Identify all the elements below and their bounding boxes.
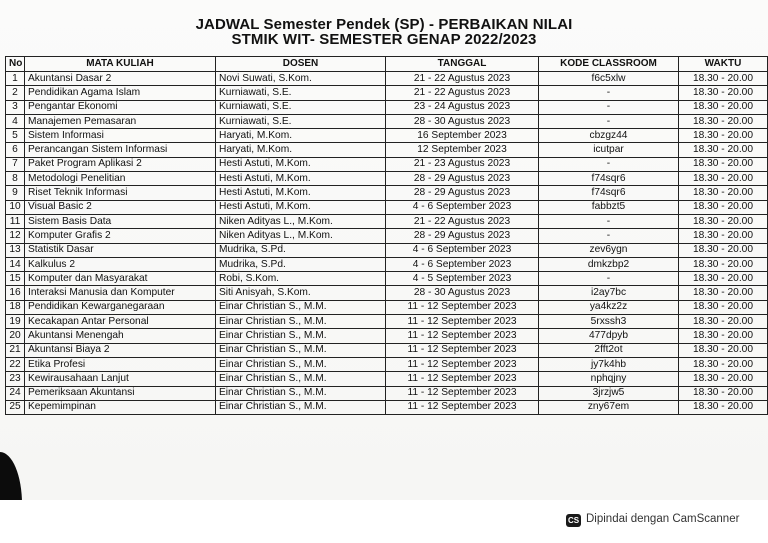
- cell-course: Kecakapan Antar Personal: [25, 315, 216, 329]
- cell-course: Statistik Dasar: [25, 243, 216, 257]
- cell-classroom-code: -: [539, 114, 679, 128]
- cell-no: 23: [6, 372, 25, 386]
- cell-course: Sistem Informasi: [25, 129, 216, 143]
- cell-lecturer: Einar Christian S., M.M.: [216, 357, 386, 371]
- document-title: JADWAL Semester Pendek (SP) - PERBAIKAN NILAI: [195, 16, 573, 33]
- cell-date: 4 - 5 September 2023: [386, 272, 539, 286]
- header-classroom-code: KODE CLASSROOM: [539, 57, 679, 72]
- cell-time: 18.30 - 20.00: [679, 86, 768, 100]
- cell-no: 24: [6, 386, 25, 400]
- cell-no: 19: [6, 315, 25, 329]
- cell-classroom-code: 5rxssh3: [539, 315, 679, 329]
- cell-classroom-code: 477dpyb: [539, 329, 679, 343]
- cell-course: Etika Profesi: [25, 357, 216, 371]
- table-row: [6, 143, 768, 157]
- cell-time: 18.30 - 20.00: [679, 200, 768, 214]
- table-row: [6, 100, 768, 114]
- table-row: [6, 86, 768, 100]
- cell-lecturer: Robi, S.Kom.: [216, 272, 386, 286]
- scan-edge-shadow: [0, 452, 22, 504]
- cell-date: 4 - 6 September 2023: [386, 257, 539, 271]
- cell-time: 18.30 - 20.00: [679, 100, 768, 114]
- cell-no: 4: [6, 114, 25, 128]
- cell-lecturer: Hesti Astuti, M.Kom.: [216, 186, 386, 200]
- cell-time: 18.30 - 20.00: [679, 257, 768, 271]
- cell-time: 18.30 - 20.00: [679, 129, 768, 143]
- table-row: [6, 243, 768, 257]
- cell-date: 11 - 12 September 2023: [386, 329, 539, 343]
- cell-classroom-code: jy7k4hb: [539, 357, 679, 371]
- cell-no: 2: [6, 86, 25, 100]
- cell-date: 11 - 12 September 2023: [386, 357, 539, 371]
- table-row: [6, 343, 768, 357]
- cell-lecturer: Hesti Astuti, M.Kom.: [216, 172, 386, 186]
- cell-classroom-code: nphqjny: [539, 372, 679, 386]
- table-row: [6, 72, 768, 86]
- cell-lecturer: Einar Christian S., M.M.: [216, 386, 386, 400]
- cell-lecturer: Einar Christian S., M.M.: [216, 343, 386, 357]
- cell-lecturer: Mudrika, S.Pd.: [216, 243, 386, 257]
- cell-course: Kewirausahaan Lanjut: [25, 372, 216, 386]
- cell-course: Riset Teknik Informasi: [25, 186, 216, 200]
- cell-classroom-code: 2fft2ot: [539, 343, 679, 357]
- table-row: [6, 257, 768, 271]
- cell-date: 28 - 30 Agustus 2023: [386, 286, 539, 300]
- cell-no: 14: [6, 257, 25, 271]
- cell-date: 11 - 12 September 2023: [386, 400, 539, 414]
- cell-no: 10: [6, 200, 25, 214]
- cell-time: 18.30 - 20.00: [679, 114, 768, 128]
- cell-time: 18.30 - 20.00: [679, 72, 768, 86]
- cell-classroom-code: dmkzbp2: [539, 257, 679, 271]
- cell-no: 21: [6, 343, 25, 357]
- cell-lecturer: Einar Christian S., M.M.: [216, 400, 386, 414]
- cell-course: Visual Basic 2: [25, 200, 216, 214]
- cell-time: 18.30 - 20.00: [679, 172, 768, 186]
- cell-time: 18.30 - 20.00: [679, 143, 768, 157]
- cell-date: 21 - 23 Agustus 2023: [386, 157, 539, 171]
- cell-lecturer: Kurniawati, S.E.: [216, 100, 386, 114]
- cell-time: 18.30 - 20.00: [679, 386, 768, 400]
- cell-lecturer: Mudrika, S.Pd.: [216, 257, 386, 271]
- cell-course: Komputer dan Masyarakat: [25, 272, 216, 286]
- table-row: [6, 286, 768, 300]
- cell-date: 11 - 12 September 2023: [386, 343, 539, 357]
- cell-no: 3: [6, 100, 25, 114]
- cell-no: 1: [6, 72, 25, 86]
- cell-no: 6: [6, 143, 25, 157]
- cell-date: 11 - 12 September 2023: [386, 300, 539, 314]
- cell-time: 18.30 - 20.00: [679, 186, 768, 200]
- cell-classroom-code: 3jrzjw5: [539, 386, 679, 400]
- table-row: [6, 229, 768, 243]
- cell-classroom-code: f74sqr6: [539, 172, 679, 186]
- cell-classroom-code: cbzgz44: [539, 129, 679, 143]
- camscanner-watermark: Dipindai dengan CamScanner: [586, 513, 740, 525]
- cell-no: 22: [6, 357, 25, 371]
- cell-no: 13: [6, 243, 25, 257]
- cell-time: 18.30 - 20.00: [679, 229, 768, 243]
- cell-classroom-code: -: [539, 214, 679, 228]
- header-no: No: [6, 57, 25, 72]
- cell-time: 18.30 - 20.00: [679, 286, 768, 300]
- header-lecturer: DOSEN: [216, 57, 386, 72]
- cell-no: 12: [6, 229, 25, 243]
- cell-time: 18.30 - 20.00: [679, 243, 768, 257]
- cell-time: 18.30 - 20.00: [679, 400, 768, 414]
- cell-classroom-code: zev6ygn: [539, 243, 679, 257]
- table-row: [6, 315, 768, 329]
- cell-no: 15: [6, 272, 25, 286]
- cell-lecturer: Haryati, M.Kom.: [216, 143, 386, 157]
- cell-no: 20: [6, 329, 25, 343]
- cell-course: Akuntansi Menengah: [25, 329, 216, 343]
- table-row: [6, 186, 768, 200]
- cell-date: 21 - 22 Agustus 2023: [386, 72, 539, 86]
- cell-date: 11 - 12 September 2023: [386, 315, 539, 329]
- table-header-row: [6, 57, 768, 72]
- table-row: [6, 300, 768, 314]
- cell-date: 16 September 2023: [386, 129, 539, 143]
- cell-course: Kepemimpinan: [25, 400, 216, 414]
- table-row: [6, 114, 768, 128]
- table-row: [6, 400, 768, 414]
- cell-lecturer: Hesti Astuti, M.Kom.: [216, 200, 386, 214]
- cell-date: 28 - 29 Agustus 2023: [386, 172, 539, 186]
- cell-lecturer: Niken Adityas L., M.Kom.: [216, 229, 386, 243]
- cell-date: 28 - 30 Agustus 2023: [386, 114, 539, 128]
- table-row: [6, 129, 768, 143]
- cell-no: 8: [6, 172, 25, 186]
- header-time: WAKTU: [679, 57, 768, 72]
- cell-date: 4 - 6 September 2023: [386, 200, 539, 214]
- cell-date: 4 - 6 September 2023: [386, 243, 539, 257]
- schedule-table: [5, 56, 768, 415]
- cell-classroom-code: zny67em: [539, 400, 679, 414]
- table-row: [6, 386, 768, 400]
- cell-no: 16: [6, 286, 25, 300]
- cell-classroom-code: -: [539, 157, 679, 171]
- cell-date: 11 - 12 September 2023: [386, 372, 539, 386]
- cell-course: Perancangan Sistem Informasi: [25, 143, 216, 157]
- cell-date: 28 - 29 Agustus 2023: [386, 229, 539, 243]
- cell-date: 28 - 29 Agustus 2023: [386, 186, 539, 200]
- cell-course: Akuntansi Dasar 2: [25, 72, 216, 86]
- cell-lecturer: Einar Christian S., M.M.: [216, 372, 386, 386]
- cell-lecturer: Haryati, M.Kom.: [216, 129, 386, 143]
- cell-time: 18.30 - 20.00: [679, 315, 768, 329]
- cell-course: Interaksi Manusia dan Komputer: [25, 286, 216, 300]
- cell-course: Akuntansi Biaya 2: [25, 343, 216, 357]
- cell-date: 11 - 12 September 2023: [386, 386, 539, 400]
- table-row: [6, 329, 768, 343]
- cell-lecturer: Niken Adityas L., M.Kom.: [216, 214, 386, 228]
- cell-course: Sistem Basis Data: [25, 214, 216, 228]
- cell-time: 18.30 - 20.00: [679, 372, 768, 386]
- cell-lecturer: Hesti Astuti, M.Kom.: [216, 157, 386, 171]
- cell-time: 18.30 - 20.00: [679, 329, 768, 343]
- table-row: [6, 214, 768, 228]
- cell-date: 21 - 22 Agustus 2023: [386, 86, 539, 100]
- header-course: MATA KULIAH: [25, 57, 216, 72]
- cell-classroom-code: f74sqr6: [539, 186, 679, 200]
- table-row: [6, 172, 768, 186]
- cell-lecturer: Einar Christian S., M.M.: [216, 329, 386, 343]
- cell-course: Manajemen Pemasaran: [25, 114, 216, 128]
- cell-course: Pendidikan Kewarganegaraan: [25, 300, 216, 314]
- cell-no: 7: [6, 157, 25, 171]
- cell-no: 5: [6, 129, 25, 143]
- cell-date: 12 September 2023: [386, 143, 539, 157]
- cell-time: 18.30 - 20.00: [679, 272, 768, 286]
- cell-lecturer: Einar Christian S., M.M.: [216, 315, 386, 329]
- cell-time: 18.30 - 20.00: [679, 300, 768, 314]
- table-row: [6, 272, 768, 286]
- cell-time: 18.30 - 20.00: [679, 343, 768, 357]
- cell-course: Paket Program Aplikasi 2: [25, 157, 216, 171]
- cell-time: 18.30 - 20.00: [679, 357, 768, 371]
- camscanner-logo-icon: CS: [567, 516, 580, 525]
- cell-classroom-code: ya4kz2z: [539, 300, 679, 314]
- cell-classroom-code: -: [539, 229, 679, 243]
- cell-classroom-code: -: [539, 100, 679, 114]
- cell-classroom-code: fabbzt5: [539, 200, 679, 214]
- cell-classroom-code: i2ay7bc: [539, 286, 679, 300]
- cell-no: 9: [6, 186, 25, 200]
- cell-classroom-code: -: [539, 272, 679, 286]
- cell-time: 18.30 - 20.00: [679, 157, 768, 171]
- table-row: [6, 357, 768, 371]
- cell-classroom-code: f6c5xlw: [539, 72, 679, 86]
- cell-no: 18: [6, 300, 25, 314]
- table-row: [6, 157, 768, 171]
- cell-lecturer: Siti Anisyah, S.Kom.: [216, 286, 386, 300]
- table-row: [6, 372, 768, 386]
- document-subtitle: STMIK WIT- SEMESTER GENAP 2022/2023: [231, 31, 537, 48]
- cell-no: 11: [6, 214, 25, 228]
- cell-course: Komputer Grafis 2: [25, 229, 216, 243]
- cell-classroom-code: -: [539, 86, 679, 100]
- cell-lecturer: Novi Suwati, S.Kom.: [216, 72, 386, 86]
- cell-date: 21 - 22 Agustus 2023: [386, 214, 539, 228]
- cell-course: Metodologi Penelitian: [25, 172, 216, 186]
- cell-lecturer: Kurniawati, S.E.: [216, 114, 386, 128]
- cell-course: Pendidikan Agama Islam: [25, 86, 216, 100]
- cell-course: Pengantar Ekonomi: [25, 100, 216, 114]
- header-date: TANGGAL: [386, 57, 539, 72]
- cell-classroom-code: icutpar: [539, 143, 679, 157]
- table-row: [6, 200, 768, 214]
- cell-no: 25: [6, 400, 25, 414]
- cell-lecturer: Einar Christian S., M.M.: [216, 300, 386, 314]
- cell-course: Kalkulus 2: [25, 257, 216, 271]
- cell-lecturer: Kurniawati, S.E.: [216, 86, 386, 100]
- cell-time: 18.30 - 20.00: [679, 214, 768, 228]
- cell-date: 23 - 24 Agustus 2023: [386, 100, 539, 114]
- cell-course: Pemeriksaan Akuntansi: [25, 386, 216, 400]
